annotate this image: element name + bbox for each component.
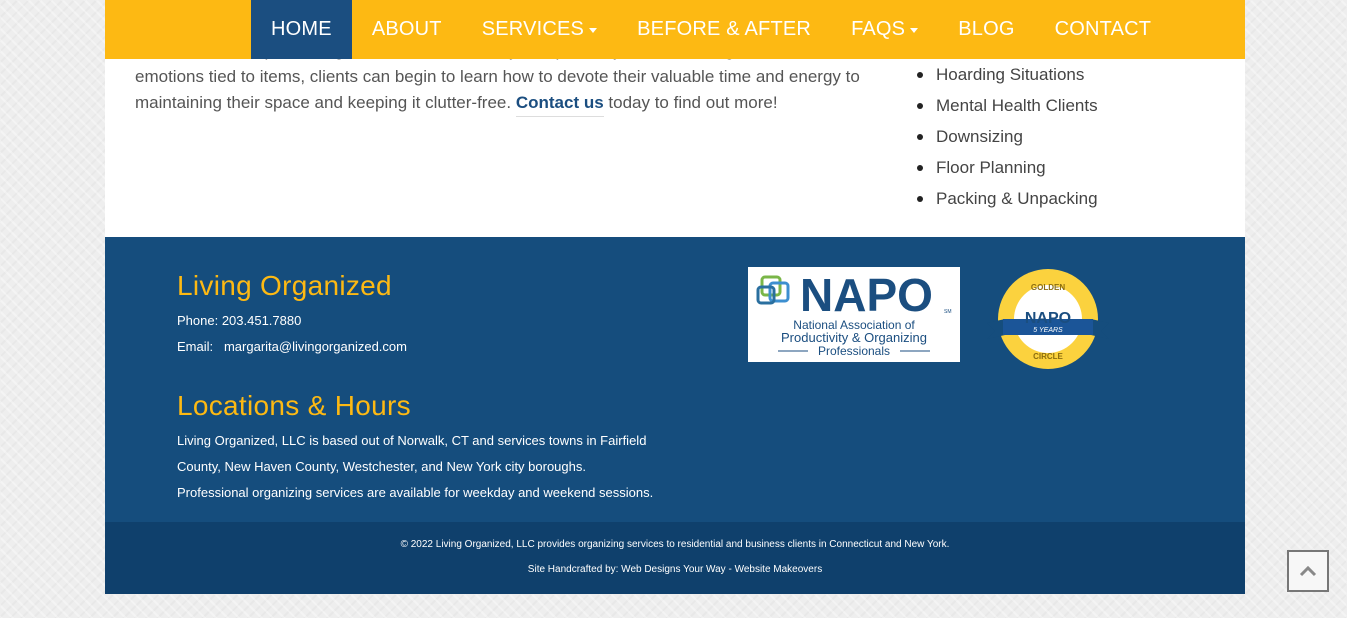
company-heading: Living Organized [177, 270, 392, 301]
nav-label: FAQS [851, 18, 906, 40]
footer [105, 237, 1245, 522]
list-item: Mental Health Clients [915, 90, 1098, 121]
list-item: Downsizing [915, 121, 1098, 152]
golden-circle-graphic [985, 267, 1111, 371]
nav-before-after[interactable] [617, 0, 831, 59]
list-item: Floor Planning [915, 152, 1098, 183]
nav-label: HOME [271, 18, 332, 40]
nav-label: BLOG [958, 18, 1015, 40]
circle-text: CIRCLE [1033, 352, 1063, 361]
caret-down-icon [910, 28, 918, 33]
golden-napo-wordmark: NAPO [1024, 310, 1072, 327]
email-label: Email: [177, 339, 214, 354]
locations-line: Professional organizing services are available for weekday and weekend sessions. [177, 485, 654, 500]
email-row [177, 339, 407, 354]
napo-line3: Professionals [817, 344, 891, 358]
nav-label: ABOUT [371, 18, 442, 40]
napo-logo-graphic [748, 267, 960, 362]
nav-label: CONTACT [1054, 18, 1152, 40]
nav-faqs[interactable] [831, 0, 938, 59]
nav-services[interactable] [462, 0, 617, 59]
golden-circle-badge [985, 267, 1111, 371]
napo-sm: SM [944, 309, 952, 315]
nav-label: SERVICES [481, 18, 585, 40]
contact-us-link[interactable]: Contact us [516, 93, 604, 117]
credit-link[interactable]: Site Handcrafted by: Web Designs Your Way - Website Makeovers [527, 564, 823, 575]
phone-text: Phone: 203.451.7880 [177, 313, 302, 328]
nav-blog[interactable] [938, 0, 1034, 59]
email-link[interactable]: margarita@livingorganized.com [223, 339, 407, 354]
copyright-text: © 2022 Living Organized, LLC provides organizing services to residential and business clients in Connecticut and New York. [400, 539, 950, 550]
list-item: Packing & Unpacking [915, 183, 1098, 214]
back-to-top-button[interactable] [1287, 550, 1329, 592]
golden-text: GOLDEN [1030, 283, 1066, 292]
main-navigation [105, 0, 1245, 59]
nav-home[interactable] [251, 0, 352, 59]
paragraph-text: today to find out more! [603, 93, 778, 112]
napo-wordmark: NAPO [800, 269, 933, 321]
paragraph-text: maintaining their space and keeping it clutter-free. [135, 93, 516, 112]
services-list [915, 59, 1098, 214]
locations-line: County, New Haven County, Westchester, and New York city boroughs. [177, 459, 586, 474]
napo-line1: National Association of [793, 318, 915, 332]
nav-label: BEFORE & AFTER [637, 18, 812, 40]
list-item: Hoarding Situations [915, 59, 1098, 90]
paragraph-line: emotions tied to items, clients can begin to learn how to devote their valuable time and energy to [135, 67, 860, 86]
napo-line2: Productivity & Organizing [781, 330, 927, 345]
locations-heading: Locations & Hours [177, 390, 411, 421]
years-text: 5 YEARS [1033, 327, 1063, 334]
napo-logo[interactable] [748, 267, 960, 362]
chevron-up-icon [1299, 565, 1317, 577]
caret-down-icon [589, 28, 597, 33]
nav-about[interactable] [352, 0, 462, 59]
nav-contact[interactable] [1035, 0, 1172, 59]
paragraph-line [135, 90, 895, 116]
page-wrapper [105, 0, 1245, 594]
locations-line: Living Organized, LLC is based out of Norwalk, CT and services towns in Fairfield [177, 433, 647, 448]
footer-bottom-bar [105, 522, 1245, 594]
